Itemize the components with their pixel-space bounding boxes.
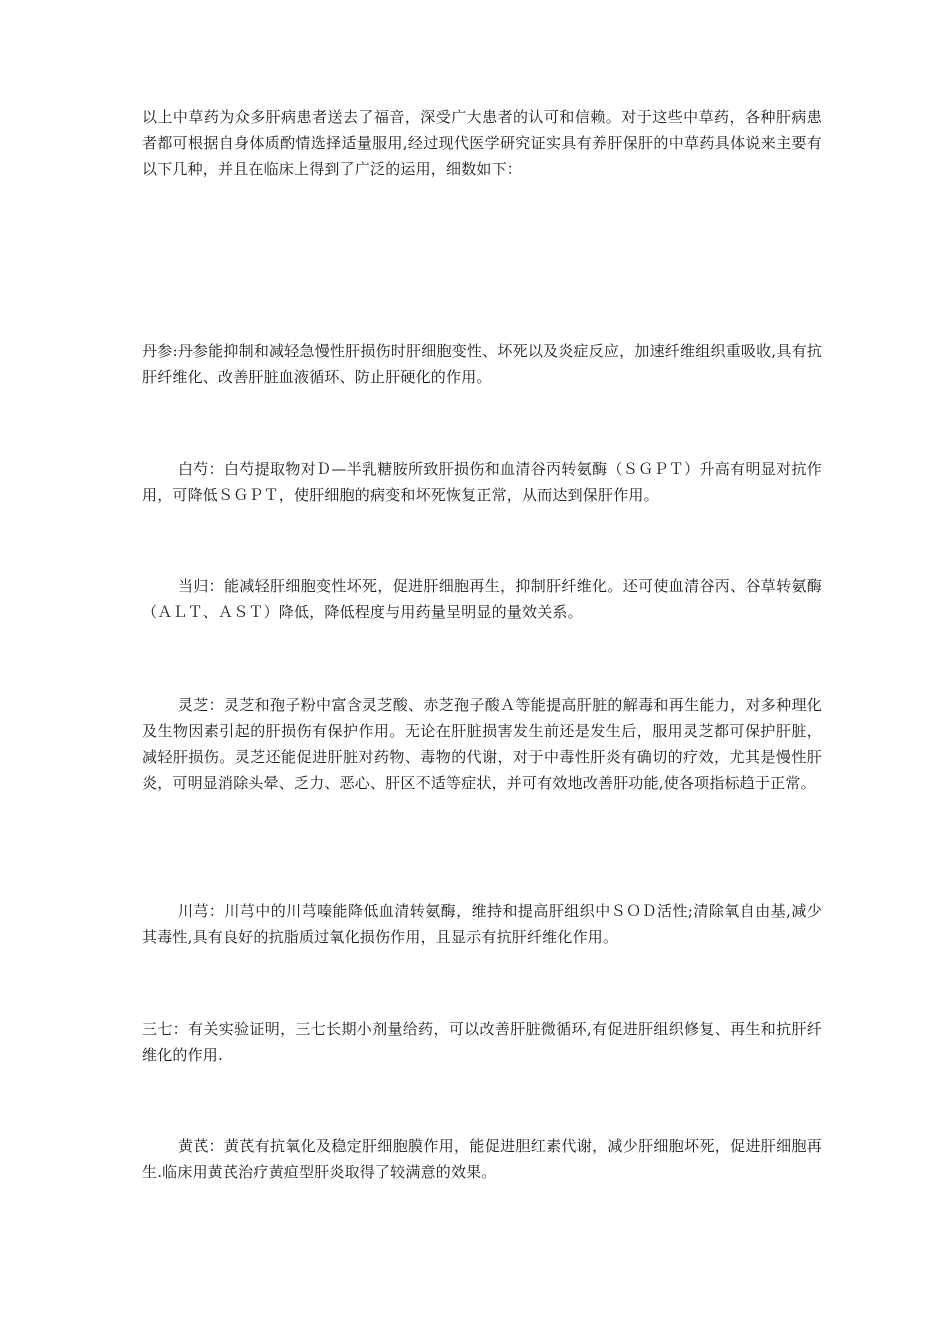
danshen-paragraph: 丹参:丹参能抑制和减轻急慢性肝损伤时肝细胞变性、坏死以及炎症反应，加速纤维组织重吸收,具有抗肝纤维化、改善肝脏血液循环、防止肝硬化的作用。 [142, 342, 822, 386]
huangqi-paragraph: 黄芪：黄芪有抗氧化及稳定肝细胞膜作用，能促进胆红素代谢，减少肝细胞坏死，促进肝细胞再生.临床用黄芪治疗黄疸型肝炎取得了较满意的效果。 [142, 1137, 822, 1181]
intro-paragraph: 以上中草药为众多肝病患者送去了福音，深受广大患者的认可和信赖。对于这些中草药，各种肝病患者都可根据自身体质酌情选择适量服用,经过现代医学研究证实具有养肝保肝的中草药具体说来主要有以下几种，并且在临床上得到了广泛的运用，细数如下： [142, 108, 822, 178]
sanqi-paragraph: 三七：有关实验证明，三七长期小剂量给药，可以改善肝脏微循环,有促进肝组织修复、再生和抗肝纤维化的作用. [142, 1020, 822, 1064]
baishao-paragraph: 白芍：白芍提取物对Ｄ—半乳糖胺所致肝损伤和血清谷丙转氨酶（ＳＧＰＴ）升高有明显对抗作用，可降低ＳＧＰＴ，使肝细胞的病变和坏死恢复正常，从而达到保肝作用。 [142, 460, 822, 504]
chuanxiong-paragraph: 川芎：川芎中的川芎嗪能降低血清转氨酶，维持和提高肝组织中ＳＯＤ活性;清除氧自由基,减少其毒性,具有良好的抗脂质过氧化损伤作用，且显示有抗肝纤维化作用。 [142, 902, 822, 946]
lingzhi-paragraph: 灵芝：灵芝和孢子粉中富含灵芝酸、赤芝孢子酸Ａ等能提高肝脏的解毒和再生能力，对多种理化及生物因素引起的肝损伤有保护作用。无论在肝脏损害发生前还是发生后，服用灵芝都可保护肝脏，减轻肝损伤。灵芝还能促进肝脏对药物、毒物的代谢，对于中毒性肝炎有确切的疗效，尤其是慢性肝炎，可明显消除头晕、乏力、恶心、肝区不适等症状，并可有效地改善肝功能,使各项指标趋于正常。 [142, 696, 822, 792]
danggui-paragraph: 当归：能减轻肝细胞变性坏死，促进肝细胞再生，抑制肝纤维化。还可使血清谷丙、谷草转氨酶（ＡＬＴ、ＡＳＴ）降低，降低程度与用药量呈明显的量效关系。 [142, 577, 822, 621]
